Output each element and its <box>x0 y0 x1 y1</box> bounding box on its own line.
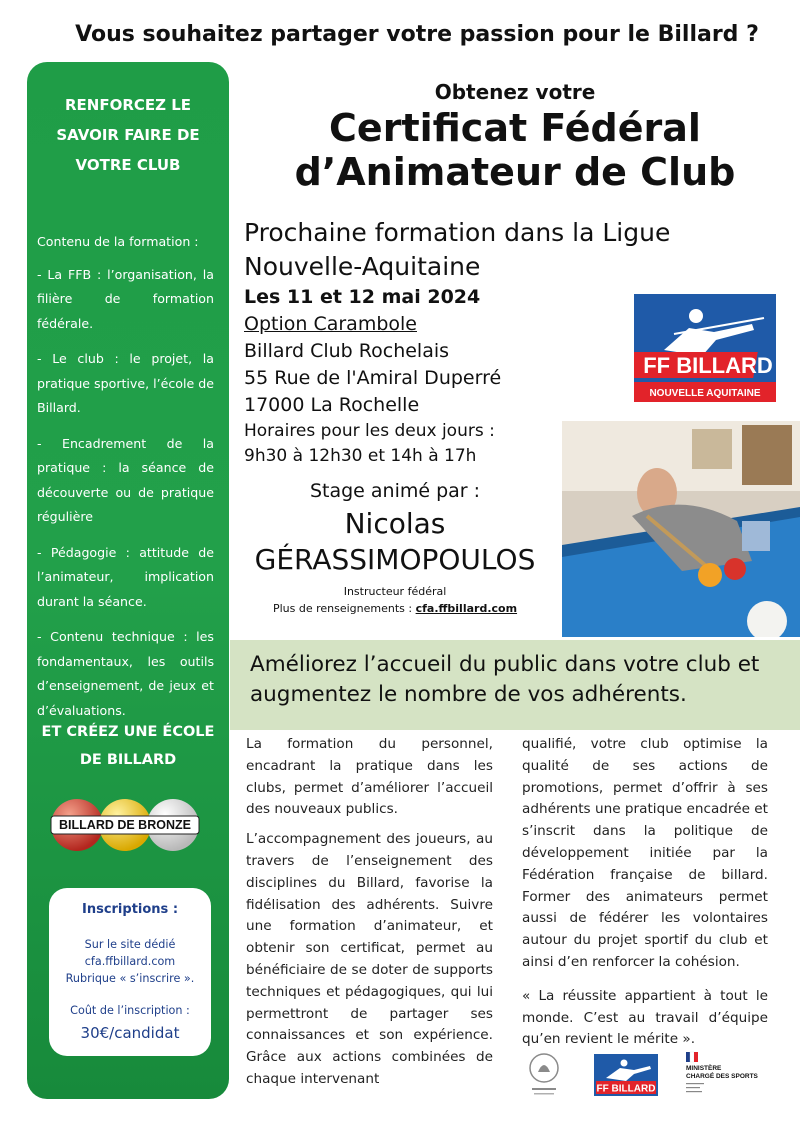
contents-item: - Le club : le projet, la pratique sportive, l’école de Billard. <box>37 351 215 415</box>
club-name: Billard Club Rochelais <box>244 340 450 362</box>
instructor-first: Nicolas <box>344 507 446 540</box>
federation-emblem-icon <box>524 1050 564 1100</box>
club-street: 55 Rue de l'Amiral Duperré <box>244 367 502 389</box>
logo-text: FF BILLARD <box>643 353 773 378</box>
sidebar-heading: RENFORCEZ LE SAVOIR FAIRE DE VOTRE CLUB <box>56 96 200 174</box>
logo-subtext: NOUVELLE AQUITAINE <box>649 388 761 399</box>
contents-item: - Encadrement de la pratique : la séance de découverte ou de pratique régulière <box>37 435 214 524</box>
contents-item: - La FFB : l’organisation, la filière de formation fédérale. <box>37 266 214 331</box>
body-column-right <box>522 734 768 1059</box>
inscriptions-text <box>49 936 211 987</box>
page-title <box>230 106 800 194</box>
stage-label: Stage animé par : <box>309 480 481 502</box>
cost-label: Coût de l’inscription : <box>70 1004 190 1017</box>
more-info <box>230 602 560 615</box>
next-formation-line: Prochaine formation dans la Ligue <box>244 218 671 247</box>
club-city: 17000 La Rochelle <box>244 394 420 416</box>
ministry-line2: CHARGÉ DES SPORTS <box>686 1073 758 1080</box>
billard-de-bronze-badge <box>49 797 201 853</box>
intro-text: Obtenez votre <box>434 80 596 104</box>
badge-text: BILLARD DE BRONZE <box>59 818 191 832</box>
instructor-photo <box>562 421 800 637</box>
instructor-last: GÉRASSIMOPOULOS <box>254 543 536 576</box>
contents-title: Contenu de la formation : <box>37 234 199 249</box>
more-info-link[interactable]: cfa.ffbillard.com <box>415 602 518 615</box>
inscriptions-line: Sur le site dédié <box>84 938 176 951</box>
sidebar <box>27 62 229 1099</box>
inscriptions-line: Rubrique « s’inscrire ». <box>65 972 195 985</box>
contents-item: - Contenu technique : les fondamentaux, les outils d’enseignement, de jeux et d’évaluations. <box>37 629 214 718</box>
instructor-role: Instructeur fédéral <box>343 585 447 598</box>
small-logo-text: FF BILLARD <box>596 1083 656 1095</box>
inscriptions-box <box>49 888 211 1056</box>
more-info-label: Plus de renseignements : <box>272 602 416 615</box>
inscriptions-title: Inscriptions : <box>81 902 179 917</box>
ff-billard-logo <box>634 294 776 402</box>
ministry-sports-logo <box>684 1050 774 1100</box>
formation-contents <box>37 230 214 734</box>
contents-item: - Pédagogie : attitude de l’animateur, implication durant la séance. <box>37 544 214 609</box>
formation-dates: Les 11 et 12 mai 2024 <box>244 286 481 308</box>
top-question: Vous souhaitez partager votre passion pour le Billard ? <box>75 22 759 47</box>
body-paragraph: La formation du personnel, encadrant la pratique dans les clubs, permet d’améliorer l’accueil des nouveaux publics. <box>246 736 493 818</box>
ff-billard-small-logo <box>594 1050 658 1100</box>
body-paragraph: L’accompagnement des joueurs, au travers de l’enseignement des disciplines du Billard, favorise la fidélisation des adhérents. Suivre une formation d’animateur, et obtenir son certificat, permet au bénéficiaire de se doter de supports techniques et pédagogiques, qui lui permettront de partager ses connaissances et son expérience. Grâce aux actions combinées de chaque intervenant <box>246 831 493 1087</box>
hours-value: 9h30 à 12h30 et 14h à 17h <box>244 446 477 466</box>
title-line: Certificat Fédéral <box>329 106 701 150</box>
ministry-line1: MINISTÈRE <box>686 1065 722 1072</box>
body-column-left <box>246 734 493 1099</box>
instructor-name <box>230 506 560 578</box>
sidebar-footer: ET CRÉEZ UNE ÉCOLE DE BILLARD <box>41 724 215 768</box>
banner-text: Améliorez l’accueil du public dans votre club et augmentez le nombre de vos adhérents. <box>250 652 760 707</box>
formation-option: Option Carambole <box>244 313 417 335</box>
body-quote: « La réussite appartient à tout le monde. C’est au travail d’équipe qu’en revient le mérite ». <box>522 987 768 1048</box>
title-line: d’Animateur de Club <box>294 150 736 194</box>
cost-value: 30€/candidat <box>80 1024 180 1042</box>
hours-label: Horaires pour les deux jours : <box>244 421 495 441</box>
inscriptions-link[interactable]: cfa.ffbillard.com <box>84 955 176 968</box>
next-formation-region: Nouvelle-Aquitaine <box>244 252 481 281</box>
body-paragraph: qualifié, votre club optimise la qualité de ses actions de promotions, permet d’offrir à ses adhérents une pratique encadrée et s’inscrit dans la politique de développement initiée par la Fédération française de billard. Former des animateurs permet aussi de fédérer les volontaires autour du projet sportif du club et ainsi d’en renforcer la cohésion. <box>522 736 768 970</box>
